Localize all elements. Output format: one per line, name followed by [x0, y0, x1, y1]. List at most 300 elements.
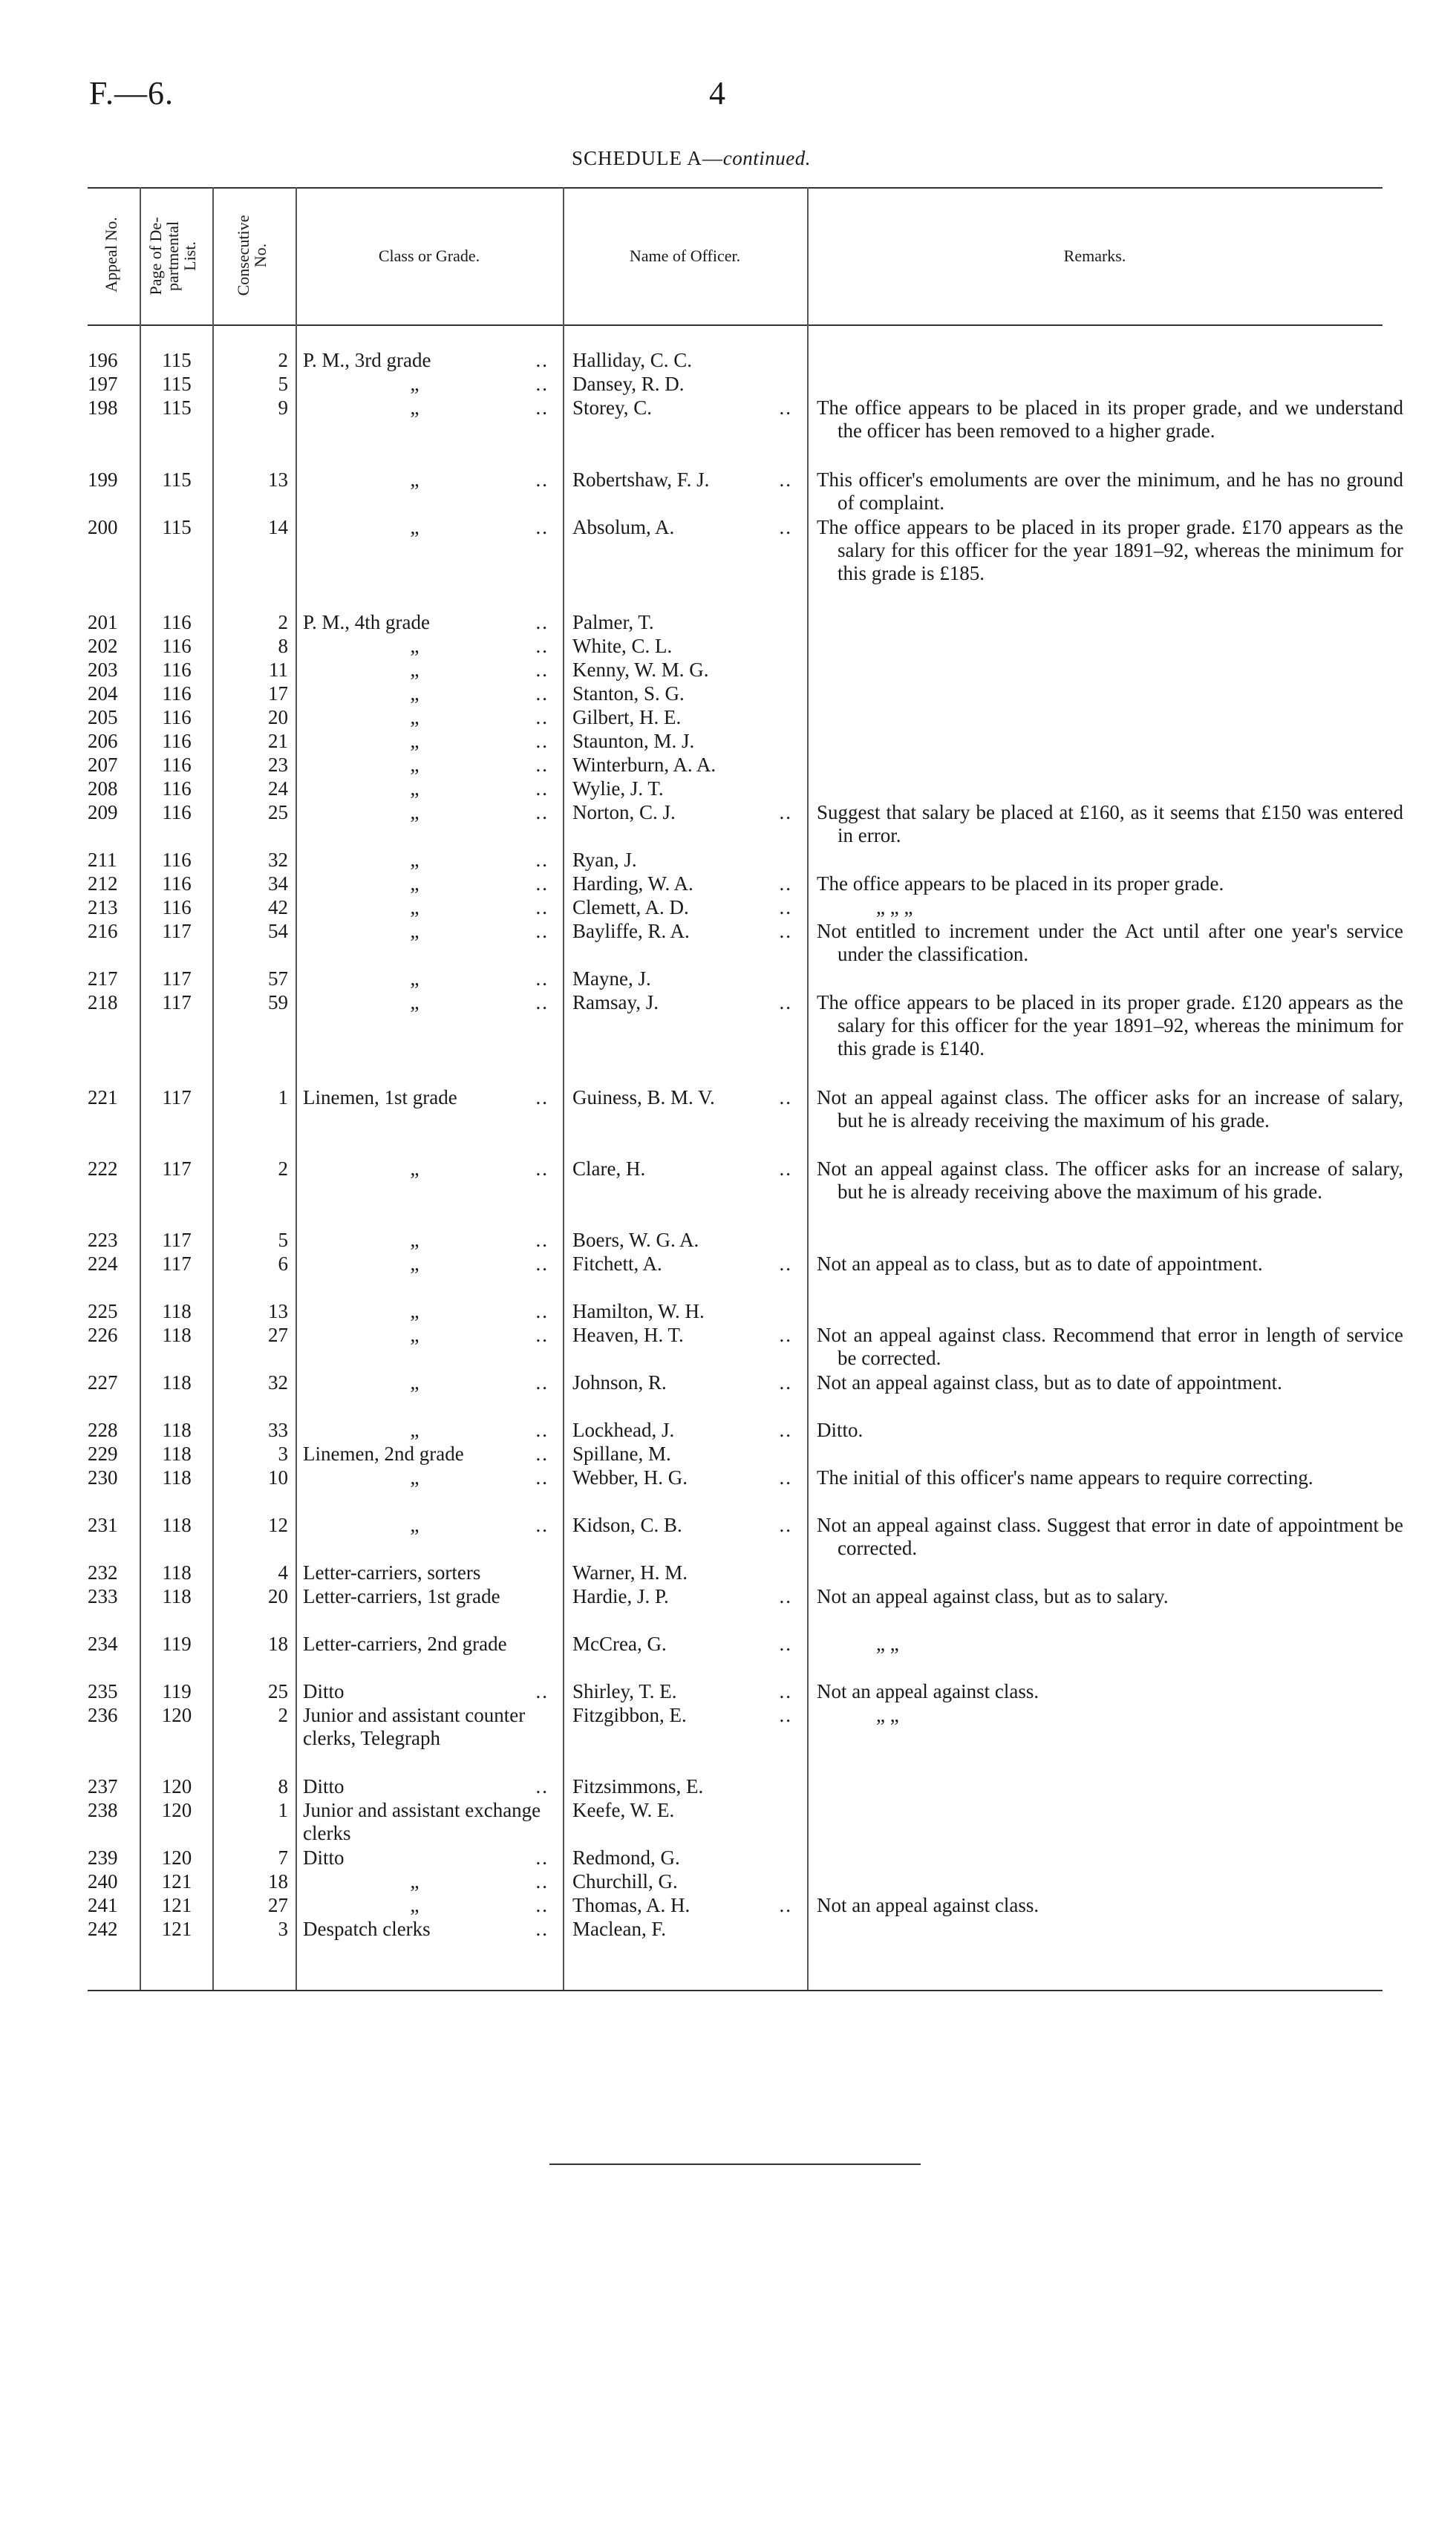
leader-dots: .. [779, 991, 792, 1013]
page-of-list-cell: 120 [161, 1775, 192, 1797]
header-bottom-rule [88, 324, 1382, 326]
consecutive-number-cell: 17 [268, 682, 288, 705]
page-of-list-cell: 121 [161, 1918, 192, 1940]
page-of-list-cell: 116 [162, 730, 192, 752]
header-appeal-no: Appeal No. [102, 217, 120, 293]
leader-dots: .. [779, 1157, 792, 1180]
appeal-number-cell: 240 [88, 1870, 118, 1893]
officer-name-cell [572, 1894, 795, 1917]
appeal-number-cell: 226 [88, 1324, 118, 1346]
class-grade-cell [303, 1514, 552, 1537]
consecutive-number-cell: 13 [268, 1300, 288, 1322]
class-grade-text: P. M., 4th grade [303, 611, 430, 633]
class-grade-cell [303, 1846, 552, 1870]
leader-dots: .. [779, 872, 792, 895]
leader-dots: .. [535, 373, 549, 395]
class-grade-text: „ [410, 468, 420, 491]
page-of-list-cell: 118 [162, 1561, 192, 1584]
officer-name-cell [572, 1918, 795, 1941]
leader-dots: .. [779, 1086, 792, 1108]
class-grade-text: „ [410, 801, 420, 823]
appeal-number-cell: 231 [88, 1514, 118, 1536]
page-of-list-cell: 120 [161, 1704, 192, 1726]
page-of-list-cell: 115 [162, 468, 192, 491]
appeal-number-cell: 224 [88, 1253, 118, 1275]
officer-name-cell [572, 659, 795, 682]
officer-name-text: Spillane, M. [572, 1443, 671, 1465]
leader-dots: .. [779, 1324, 792, 1346]
page-of-list-cell: 117 [162, 991, 192, 1013]
consecutive-number-cell: 5 [278, 1229, 288, 1251]
leader-dots: .. [779, 468, 792, 491]
consecutive-number-cell: 27 [268, 1324, 288, 1346]
class-grade-cell [303, 396, 552, 419]
leader-dots: .. [535, 777, 549, 800]
consecutive-number-cell: 33 [268, 1419, 288, 1441]
leader-dots: .. [535, 1157, 549, 1180]
appeal-number-cell: 207 [88, 754, 118, 776]
officer-name-cell [572, 1680, 795, 1703]
class-grade-cell [303, 1704, 552, 1750]
class-grade-cell [303, 373, 552, 396]
appeal-number-cell: 199 [88, 468, 118, 491]
consecutive-number-cell: 4 [278, 1561, 288, 1584]
officer-name-text: Norton, C. J. [572, 801, 676, 823]
class-grade-cell [303, 1229, 552, 1252]
appeal-number-cell: 208 [88, 777, 118, 800]
leader-dots: .. [535, 754, 549, 776]
officer-name-cell [572, 635, 795, 658]
consecutive-number-cell: 7 [278, 1846, 288, 1869]
class-grade-text: „ [410, 373, 420, 395]
consecutive-number-cell: 9 [278, 396, 288, 419]
leader-dots: .. [535, 1514, 549, 1536]
appeal-number-cell: 211 [88, 849, 117, 871]
officer-name-cell [572, 730, 795, 753]
class-grade-text: „ [410, 659, 420, 681]
consecutive-number-cell: 27 [268, 1894, 288, 1916]
remarks-cell: „ „ [876, 1704, 899, 1726]
class-grade-cell [303, 1324, 552, 1347]
class-grade-text: Letter-carriers, 2nd grade [303, 1633, 507, 1655]
officer-name-text: Kenny, W. M. G. [572, 659, 709, 681]
class-grade-text: „ [410, 1324, 420, 1346]
officer-name-cell [572, 1704, 795, 1727]
schedule-title [572, 147, 811, 170]
class-grade-text: Letter-carriers, sorters [303, 1561, 481, 1584]
page-of-list-cell: 118 [162, 1300, 192, 1322]
class-grade-cell [303, 349, 552, 372]
consecutive-number-cell: 54 [268, 920, 288, 942]
class-grade-cell [303, 801, 552, 824]
page-of-list-cell: 115 [162, 349, 192, 371]
leader-dots: .. [535, 635, 549, 657]
appeal-number-cell: 228 [88, 1419, 118, 1441]
class-grade-text: „ [410, 872, 420, 895]
consecutive-number-cell: 32 [268, 849, 288, 871]
leader-dots: .. [535, 1894, 549, 1916]
officer-name-cell [572, 1157, 795, 1181]
leader-dots: .. [535, 468, 549, 491]
class-grade-cell [303, 611, 552, 634]
class-grade-cell [303, 1157, 552, 1181]
leader-dots: .. [779, 1585, 792, 1607]
class-grade-text: „ [410, 1466, 420, 1489]
consecutive-number-cell: 20 [268, 1585, 288, 1607]
class-grade-text: „ [410, 1253, 420, 1275]
remarks-cell: The office appears to be placed in its proper grade, and we understand the officer has been removed to a higher grade. [817, 396, 1403, 442]
officer-name-text: Stanton, S. G. [572, 682, 685, 705]
class-grade-text: „ [410, 730, 420, 752]
consecutive-number-cell: 2 [278, 1157, 288, 1180]
page-of-list-cell: 115 [162, 396, 192, 419]
appeal-number-cell: 205 [88, 706, 118, 728]
class-grade-cell [303, 967, 552, 990]
page-of-list-cell: 118 [162, 1514, 192, 1536]
class-grade-cell [303, 991, 552, 1014]
class-grade-cell [303, 1633, 552, 1656]
officer-name-cell [572, 1229, 795, 1252]
class-grade-cell [303, 730, 552, 753]
leader-dots: .. [779, 1466, 792, 1489]
consecutive-number-cell: 42 [268, 896, 288, 918]
leader-dots: .. [779, 1894, 792, 1916]
officer-name-text: Mayne, J. [572, 967, 651, 990]
appeal-number-cell: 233 [88, 1585, 118, 1607]
officer-name-cell [572, 349, 795, 372]
officer-name-text: White, C. L. [572, 635, 673, 657]
officer-name-text: Fitchett, A. [572, 1253, 662, 1275]
class-grade-text: „ [410, 516, 420, 538]
leader-dots: .. [535, 801, 549, 823]
consecutive-number-cell: 18 [268, 1633, 288, 1655]
page-of-list-cell: 118 [162, 1371, 192, 1394]
officer-name-text: Maclean, F. [572, 1918, 667, 1940]
officer-name-cell [572, 1846, 795, 1870]
schedule-title-main: SCHEDULE A— [572, 147, 723, 169]
leader-dots: .. [535, 706, 549, 728]
class-grade-cell [303, 1775, 552, 1798]
class-grade-cell [303, 1371, 552, 1394]
appeal-number-cell: 239 [88, 1846, 118, 1869]
appeal-number-cell: 198 [88, 396, 118, 419]
officer-name-cell [572, 754, 795, 777]
remarks-cell: Not an appeal against class, but as to date of appointment. [817, 1371, 1282, 1394]
consecutive-number-cell: 3 [278, 1443, 288, 1465]
page-of-list-cell: 117 [162, 967, 192, 990]
leader-dots: .. [535, 659, 549, 681]
consecutive-number-cell: 6 [278, 1253, 288, 1275]
leader-dots: .. [535, 1466, 549, 1489]
officer-name-cell [572, 516, 795, 539]
page-of-list-cell: 117 [162, 920, 192, 942]
class-grade-text: „ [410, 1371, 420, 1394]
appeal-number-cell: 236 [88, 1704, 118, 1726]
class-grade-cell [303, 1918, 552, 1941]
leader-dots: .. [535, 1324, 549, 1346]
class-grade-text: „ [410, 1419, 420, 1441]
appeal-number-cell: 241 [88, 1894, 118, 1916]
appeal-number-cell: 197 [88, 373, 118, 395]
consecutive-number-cell: 24 [268, 777, 288, 800]
officer-name-text: Churchill, G. [572, 1870, 678, 1893]
remarks-cell: Not an appeal against class. [817, 1680, 1039, 1702]
page-of-list-cell: 116 [162, 611, 192, 633]
officer-name-text: Shirley, T. E. [572, 1680, 677, 1702]
leader-dots: .. [535, 1229, 549, 1251]
class-grade-text: „ [410, 706, 420, 728]
class-grade-cell [303, 468, 552, 492]
leader-dots: .. [779, 1704, 792, 1726]
officer-name-text: McCrea, G. [572, 1633, 667, 1655]
officer-name-text: Thomas, A. H. [572, 1894, 691, 1916]
officer-name-cell [572, 872, 795, 895]
leader-dots: .. [779, 1419, 792, 1441]
class-grade-text: „ [410, 1870, 420, 1893]
consecutive-number-cell: 14 [268, 516, 288, 538]
consecutive-number-cell: 5 [278, 373, 288, 395]
remarks-cell: „ „ „ [876, 896, 913, 918]
class-grade-cell [303, 635, 552, 658]
appeal-number-cell: 201 [88, 611, 118, 633]
appeal-number-cell: 222 [88, 1157, 118, 1180]
consecutive-number-cell: 2 [278, 349, 288, 371]
consecutive-number-cell: 23 [268, 754, 288, 776]
class-grade-text: „ [410, 635, 420, 657]
col-divider-3 [296, 187, 297, 1990]
officer-name-cell [572, 801, 795, 824]
page-of-list-cell: 118 [162, 1324, 192, 1346]
leader-dots: .. [535, 1443, 549, 1465]
officer-name-text: Bayliffe, R. A. [572, 920, 690, 942]
class-grade-text: Despatch clerks [303, 1918, 431, 1940]
appeal-number-cell: 227 [88, 1371, 118, 1394]
class-grade-cell [303, 1561, 552, 1584]
page-of-list-cell: 115 [162, 516, 192, 538]
class-grade-cell [303, 516, 552, 539]
remarks-cell: Ditto. [817, 1419, 864, 1441]
officer-name-text: Johnson, R. [572, 1371, 667, 1394]
officer-name-cell [572, 682, 795, 705]
class-grade-text: „ [410, 754, 420, 776]
appeal-number-cell: 218 [88, 991, 118, 1013]
class-grade-text: „ [410, 1300, 420, 1322]
consecutive-number-cell: 3 [278, 1918, 288, 1940]
officer-name-cell [572, 920, 795, 943]
appeal-number-cell: 204 [88, 682, 118, 705]
page-of-list-cell: 116 [162, 754, 192, 776]
page-of-list-cell: 118 [162, 1585, 192, 1607]
class-grade-cell [303, 1799, 552, 1845]
page-of-list-cell: 116 [162, 801, 192, 823]
remarks-cell: The office appears to be placed in its proper grade. [817, 872, 1224, 895]
consecutive-number-cell: 32 [268, 1371, 288, 1394]
leader-dots: .. [535, 1680, 549, 1702]
officer-name-cell [572, 1371, 795, 1394]
page-of-list-cell: 118 [162, 1419, 192, 1441]
header-class-grade: Class or Grade. [378, 246, 480, 265]
page-of-list-cell: 117 [162, 1253, 192, 1275]
class-grade-text: „ [410, 896, 420, 918]
appeal-number-cell: 238 [88, 1799, 118, 1821]
page-of-list-cell: 116 [162, 777, 192, 800]
officer-name-text: Harding, W. A. [572, 872, 693, 895]
leader-dots: .. [535, 920, 549, 942]
class-grade-cell [303, 1443, 552, 1466]
class-grade-text: Linemen, 1st grade [303, 1086, 457, 1108]
remarks-cell: Not entitled to increment under the Act until after one year's service under the classification. [817, 920, 1403, 965]
officer-name-text: Hamilton, W. H. [572, 1300, 705, 1322]
officer-name-cell [572, 1514, 795, 1537]
class-grade-text: „ [410, 777, 420, 800]
consecutive-number-cell: 2 [278, 1704, 288, 1726]
remarks-cell: The office appears to be placed in its proper grade. £170 appears as the salary for this officer for the year 1891–92, whereas the minimum for this grade is £185. [817, 516, 1403, 584]
appeal-number-cell: 213 [88, 896, 118, 918]
appeal-number-cell: 209 [88, 801, 118, 823]
officer-name-cell [572, 706, 795, 729]
leader-dots: .. [779, 1680, 792, 1702]
leader-dots: .. [779, 1253, 792, 1275]
consecutive-number-cell: 18 [268, 1870, 288, 1893]
remarks-cell: The office appears to be placed in its proper grade. £120 appears as the salary for this officer for the year 1891–92, whereas the minimum for this grade is £140. [817, 991, 1403, 1059]
officer-name-cell [572, 1585, 795, 1608]
officer-name-cell [572, 1419, 795, 1442]
class-grade-cell [303, 1680, 552, 1703]
schedule-title-suffix: continued. [722, 147, 811, 169]
appeal-number-cell: 242 [88, 1918, 118, 1940]
officer-name-cell [572, 1775, 795, 1798]
officer-name-text: Halliday, C. C. [572, 349, 692, 371]
leader-dots: .. [779, 896, 792, 918]
leader-dots: .. [535, 1371, 549, 1394]
class-grade-cell [303, 896, 552, 919]
remarks-cell: This officer's emoluments are over the minimum, and he has no ground of complaint. [817, 468, 1403, 514]
officer-name-cell [572, 468, 795, 492]
appeal-number-cell: 232 [88, 1561, 118, 1584]
appeal-number-cell: 235 [88, 1680, 118, 1702]
class-grade-text: „ [410, 1894, 420, 1916]
officer-name-text: Clemett, A. D. [572, 896, 689, 918]
leader-dots: .. [535, 872, 549, 895]
appeal-number-cell: 200 [88, 516, 118, 538]
col-divider-5 [807, 187, 809, 1990]
page-of-list-cell: 121 [161, 1870, 192, 1893]
class-grade-text: Junior and assistant counter clerks, Telegraph [303, 1704, 526, 1749]
officer-name-text: Redmond, G. [572, 1846, 680, 1869]
class-grade-cell [303, 1894, 552, 1917]
page-of-list-cell: 115 [162, 373, 192, 395]
officer-name-cell [572, 1870, 795, 1893]
officer-name-text: Wylie, J. T. [572, 777, 664, 800]
officer-name-cell [572, 1799, 795, 1822]
leader-dots: .. [535, 516, 549, 538]
class-grade-text: „ [410, 991, 420, 1013]
officer-name-text: Ryan, J. [572, 849, 637, 871]
leader-dots: .. [535, 1253, 549, 1275]
class-grade-cell [303, 1253, 552, 1276]
officer-name-text: Winterburn, A. A. [572, 754, 716, 776]
remarks-cell: Not an appeal against class. The officer asks for an increase of salary, but he is already receiving the maximum of his grade. [817, 1086, 1403, 1132]
appeal-number-cell: 196 [88, 349, 118, 371]
consecutive-number-cell: 21 [268, 730, 288, 752]
leader-dots: .. [535, 396, 549, 419]
class-grade-text: Junior and assistant exchange clerks [303, 1799, 541, 1844]
officer-name-text: Kidson, C. B. [572, 1514, 682, 1536]
appeal-number-cell: 203 [88, 659, 118, 681]
class-grade-text: Linemen, 2nd grade [303, 1443, 464, 1465]
consecutive-number-cell: 2 [278, 611, 288, 633]
page-of-list-cell: 117 [162, 1229, 192, 1251]
leader-dots: .. [535, 991, 549, 1013]
leader-dots: .. [779, 1371, 792, 1394]
leader-dots: .. [535, 1300, 549, 1322]
consecutive-number-cell: 1 [278, 1799, 288, 1821]
officer-name-text: Keefe, W. E. [572, 1799, 675, 1821]
page-of-list-cell: 120 [161, 1846, 192, 1869]
appeal-number-cell: 229 [88, 1443, 118, 1465]
class-grade-text: Ditto [303, 1680, 345, 1702]
class-grade-cell [303, 1870, 552, 1893]
document-id: F.—6. [89, 75, 174, 111]
officer-name-text: Staunton, M. J. [572, 730, 695, 752]
consecutive-number-cell: 10 [268, 1466, 288, 1489]
officer-name-cell [572, 1300, 795, 1323]
class-grade-text: Ditto [303, 1775, 345, 1797]
officer-name-text: Heaven, H. T. [572, 1324, 684, 1346]
officer-name-text: Fitzsimmons, E. [572, 1775, 704, 1797]
officer-name-cell [572, 396, 795, 419]
class-grade-text: Ditto [303, 1846, 345, 1869]
appeal-number-cell: 225 [88, 1300, 118, 1322]
class-grade-cell [303, 1585, 552, 1608]
officer-name-cell [572, 1561, 795, 1584]
class-grade-text: „ [410, 1229, 420, 1251]
officer-name-text: Dansey, R. D. [572, 373, 685, 395]
class-grade-cell [303, 872, 552, 895]
leader-dots: .. [779, 801, 792, 823]
consecutive-number-cell: 59 [268, 991, 288, 1013]
leader-dots: .. [535, 896, 549, 918]
class-grade-cell [303, 706, 552, 729]
leader-dots: .. [779, 1633, 792, 1655]
class-grade-cell [303, 849, 552, 872]
page-of-list-cell: 116 [162, 706, 192, 728]
col-divider-1 [140, 187, 141, 1990]
officer-name-text: Fitzgibbon, E. [572, 1704, 687, 1726]
class-grade-cell [303, 1300, 552, 1323]
page-of-list-cell: 117 [162, 1086, 192, 1108]
class-grade-text: „ [410, 849, 420, 871]
appeal-number-cell: 237 [88, 1775, 118, 1797]
leader-dots: .. [779, 920, 792, 942]
consecutive-number-cell: 12 [268, 1514, 288, 1536]
remarks-cell: Not an appeal against class. [817, 1894, 1039, 1916]
appeal-number-cell: 202 [88, 635, 118, 657]
page-of-list-cell: 116 [162, 659, 192, 681]
officer-name-cell [572, 896, 795, 919]
officer-name-text: Palmer, T. [572, 611, 654, 633]
class-grade-cell [303, 1419, 552, 1442]
leader-dots: .. [535, 1918, 549, 1940]
officer-name-text: Robertshaw, F. J. [572, 468, 710, 491]
officer-name-cell [572, 777, 795, 800]
remarks-cell: The initial of this officer's name appears to require correcting. [817, 1466, 1313, 1489]
officer-name-text: Lockhead, J. [572, 1419, 675, 1441]
appeal-number-cell: 230 [88, 1466, 118, 1489]
page-of-list-cell: 119 [162, 1633, 192, 1655]
col-divider-2 [212, 187, 214, 1990]
officer-name-cell [572, 1633, 795, 1656]
